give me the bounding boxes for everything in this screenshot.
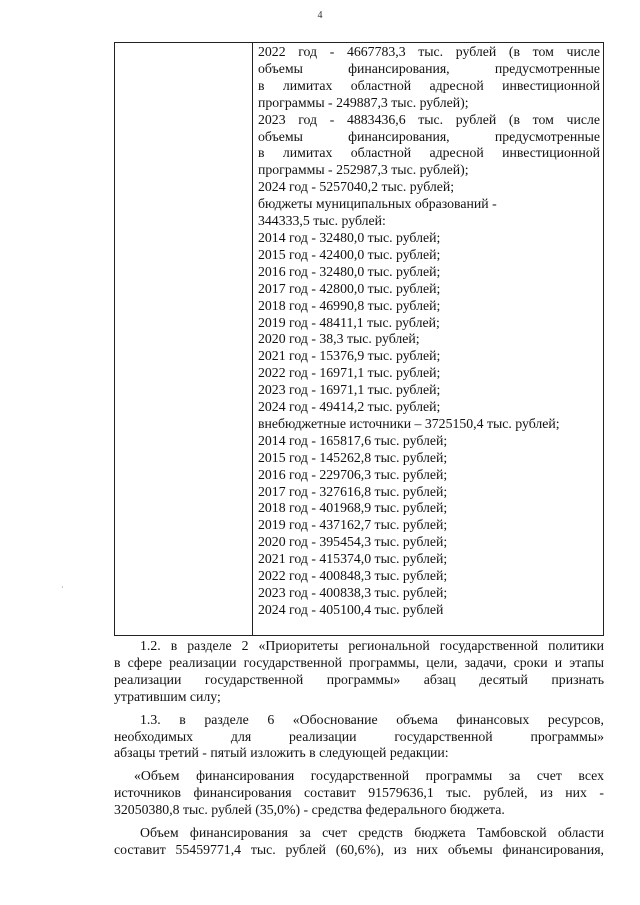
paragraph-1-3 — [114, 712, 604, 763]
cell-line: 2022 год - 16971,1 тыс. рублей; — [258, 365, 441, 381]
cell-line: 2019 год - 48411,1 тыс. рублей; — [258, 314, 440, 330]
cell-line: 2023 год - 4883436,6 тыс. рублей (в том числе — [258, 111, 600, 127]
table-cell-financing — [258, 44, 600, 619]
cell-line: программы - 252987,3 тыс. рублей); — [258, 162, 469, 178]
cell-line: программы - 249887,3 тыс. рублей); — [258, 94, 469, 110]
cell-line: 2017 год - 327616,8 тыс. рублей; — [258, 483, 448, 499]
text-line: утратившим силу; — [114, 688, 221, 704]
text-line: составит 55459771,4 тыс. рублей (60,6%), из них объемы финансирования, — [114, 841, 604, 857]
table-column-divider — [252, 43, 253, 635]
document-body — [114, 638, 604, 859]
cell-line: 2021 год - 15376,9 тыс. рублей; — [258, 348, 441, 364]
text-line: 32050380,8 тыс. рублей (35,0%) - средства федерального бюджета. — [114, 802, 505, 818]
cell-line: 2024 год - 49414,2 тыс. рублей; — [258, 399, 441, 415]
cell-line: 2024 год - 405100,4 тыс. рублей — [258, 601, 444, 617]
cell-line: 2015 год - 145262,8 тыс. рублей; — [258, 449, 448, 465]
text-line: 1.3. в разделе 6 «Обоснование объема финансовых ресурсов, — [140, 711, 604, 727]
cell-line: 2016 год - 229706,3 тыс. рублей; — [258, 466, 448, 482]
cell-line: 2024 год - 5257040,2 тыс. рублей; — [258, 179, 455, 195]
cell-line: 2016 год - 32480,0 тыс. рублей; — [258, 263, 441, 279]
paragraph-tambov-budget — [114, 825, 604, 859]
paragraph-1-2 — [114, 638, 604, 706]
text-line: «Объем финансирования государственной программы за счет всех — [134, 768, 604, 784]
text-line: необходимых для реализации государственной программы» — [114, 728, 604, 744]
cell-line: 2020 год - 38,3 тыс. рублей; — [258, 331, 420, 347]
cell-line: 2015 год - 42400,0 тыс. рублей; — [258, 246, 441, 262]
paragraph-quote — [114, 768, 604, 819]
text-line: абзацы третий - пятый изложить в следующей редакции: — [114, 745, 449, 761]
cell-line: 2020 год - 395454,3 тыс. рублей; — [258, 534, 448, 550]
cell-line: 2022 год - 400848,3 тыс. рублей; — [258, 568, 448, 584]
cell-line: в лимитах областной адресной инвестиционной — [258, 145, 600, 161]
text-line: источников финансирования составит 91579636,1 тыс. рублей, из них - — [114, 785, 604, 801]
cell-line: 2021 год - 415374,0 тыс. рублей; — [258, 551, 448, 567]
cell-line: 2019 год - 437162,7 тыс. рублей; — [258, 517, 448, 533]
text-line: реализации государственной программы» абзац десятый признать — [114, 671, 604, 687]
text-line: 1.2. в разделе 2 «Приоритеты региональной государственной политики — [140, 638, 604, 653]
cell-line: в лимитах областной адресной инвестиционной — [258, 77, 600, 93]
cell-line: 2018 год - 46990,8 тыс. рублей; — [258, 297, 441, 313]
cell-line: 344333,5 тыс. рублей: — [258, 213, 386, 229]
text-line: в сфере реализации государственной программы, цели, задачи, сроки и этапы — [114, 654, 604, 670]
passport-table — [114, 42, 604, 636]
cell-line: объемы финансирования, предусмотренные — [258, 60, 600, 76]
text-line: Объем финансирования за счет средств бюджета Тамбовской области — [140, 825, 604, 841]
cell-line: бюджеты муниципальных образований - — [258, 196, 497, 212]
cell-line: 2023 год - 400838,3 тыс. рублей; — [258, 585, 448, 600]
cell-line: объемы финансирования, предусмотренные — [258, 128, 600, 144]
cell-line: 2014 год - 165817,6 тыс. рублей; — [258, 432, 448, 448]
cell-line: 2017 год - 42800,0 тыс. рублей; — [258, 280, 441, 296]
margin-mark: · — [61, 583, 64, 592]
cell-line: 2022 год - 4667783,3 тыс. рублей (в том числе — [258, 44, 600, 59]
cell-line: 2014 год - 32480,0 тыс. рублей; — [258, 229, 441, 245]
page-number: 4 — [317, 10, 323, 21]
cell-line: 2023 год - 16971,1 тыс. рублей; — [258, 382, 441, 398]
cell-line: 2018 год - 401968,9 тыс. рублей; — [258, 500, 448, 516]
cell-line: внебюджетные источники – 3725150,4 тыс. рублей; — [258, 415, 560, 431]
